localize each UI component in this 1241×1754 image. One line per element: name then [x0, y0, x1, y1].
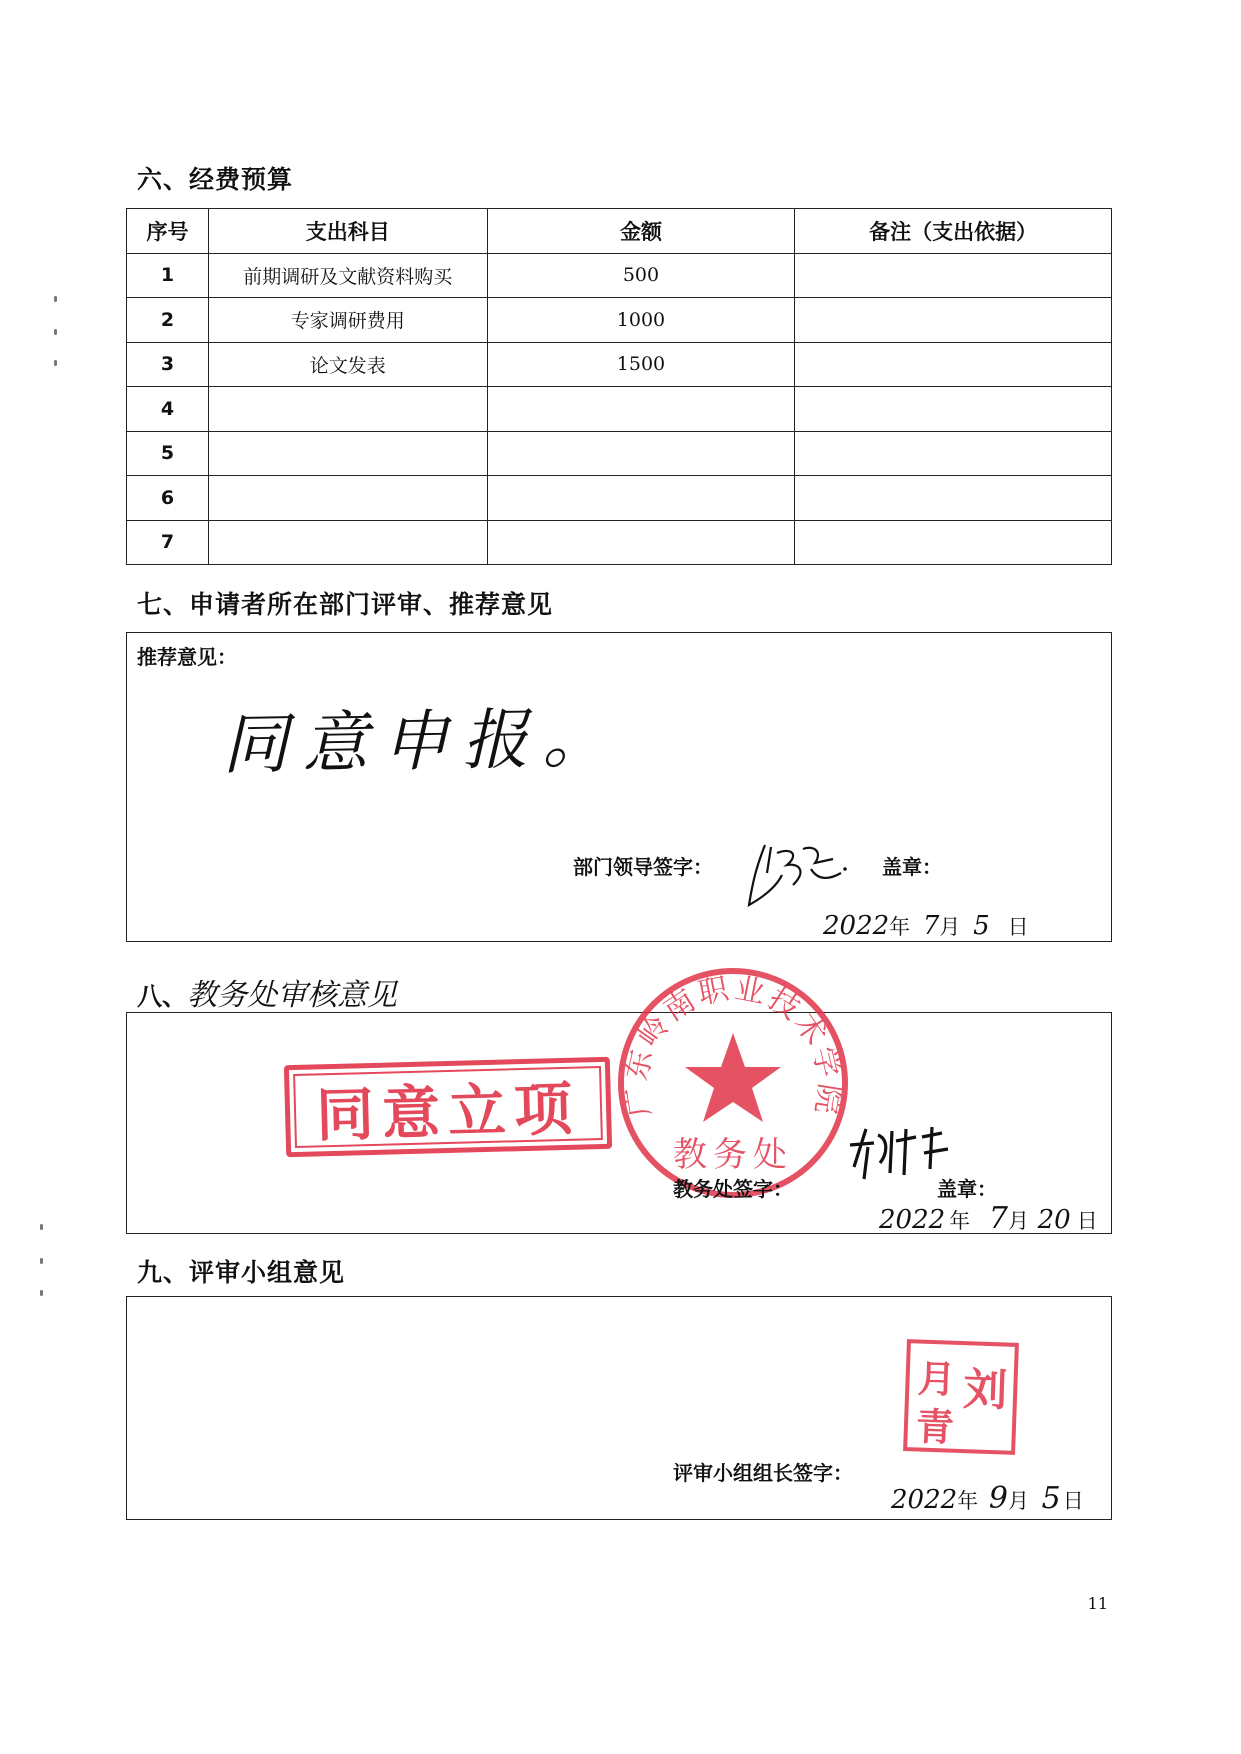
row-note: [795, 298, 1112, 343]
date-day: 5: [1041, 1481, 1061, 1516]
scan-mark: [40, 1258, 43, 1264]
handwritten-opinion: 同意申报。: [221, 699, 623, 784]
header-item: 支出科目: [208, 209, 487, 254]
row-amount: 1500: [487, 342, 795, 387]
date-month: 9: [988, 1481, 1008, 1516]
name-seal: [903, 1339, 1019, 1455]
seal-bottom-text: 教务处: [673, 1135, 793, 1175]
row-no: 6: [127, 476, 209, 521]
header-no: 序号: [127, 209, 209, 254]
scan-mark: [54, 329, 57, 335]
table-row: [127, 253, 1112, 298]
row-amount: 500: [487, 253, 795, 298]
row-amount: [487, 431, 795, 476]
leader-signature: [737, 825, 857, 917]
opinion-label: 推荐意见：: [137, 645, 237, 669]
seal-ring-text: 广东岭南职业技术学院: [618, 971, 848, 1120]
date-month-unit: 月: [939, 915, 961, 939]
approval-stamp-text: 同意立项: [315, 1074, 581, 1150]
name-seal-char: 刘: [962, 1364, 1009, 1417]
leader-sign-label: 部门领导签字：: [573, 855, 713, 879]
row-note: [795, 342, 1112, 387]
section-title-department-review: 七、申请者所在部门评审、推荐意见: [137, 590, 554, 619]
row-amount: 1000: [487, 298, 795, 343]
scan-mark: [40, 1290, 43, 1296]
row-item: [208, 431, 487, 476]
header-note: 备注（支出依据）: [795, 209, 1112, 254]
section-title-budget: 六、经费预算: [137, 165, 294, 194]
row-item: 前期调研及文献资料购买: [208, 253, 487, 298]
row-note: [795, 431, 1112, 476]
scan-mark: [54, 360, 57, 366]
row-item: [208, 387, 487, 432]
budget-table: [126, 208, 1112, 565]
scan-mark: [54, 296, 57, 302]
row-no: 4: [127, 387, 209, 432]
table-row: [127, 520, 1112, 565]
row-item: 专家调研费用: [208, 298, 487, 343]
date-year-unit: 年: [949, 1209, 971, 1233]
header-amount: 金额: [487, 209, 795, 254]
section-title-review-panel: 九、评审小组意见: [137, 1258, 346, 1287]
row-amount: [487, 387, 795, 432]
approval-stamp: [284, 1057, 612, 1158]
panel-leader-sign-label: 评审小组组长签字：: [673, 1461, 853, 1485]
date-day-unit: 日: [1076, 1209, 1098, 1233]
review-date: [823, 911, 1029, 941]
date-month: 7: [988, 1201, 1008, 1236]
row-no: 3: [127, 342, 209, 387]
row-no: 1: [127, 253, 209, 298]
date-month: 7: [922, 911, 940, 941]
table-row: [127, 476, 1112, 521]
row-note: [795, 476, 1112, 521]
table-row: [127, 298, 1112, 343]
date-month-unit: 月: [1007, 1209, 1029, 1233]
review-panel-date: [891, 1481, 1084, 1516]
date-month-unit: 月: [1007, 1489, 1029, 1513]
row-item: [208, 476, 487, 521]
academic-affairs-seal-label: 盖章：: [937, 1177, 997, 1201]
date-year: 2022: [879, 1205, 946, 1235]
department-review-box: [126, 632, 1112, 942]
section-title-academic-affairs: [137, 970, 397, 1014]
date-day-unit: 日: [1062, 1489, 1084, 1513]
date-year-unit: 年: [957, 1489, 979, 1513]
section-number: 八、: [137, 982, 188, 1011]
table-row: [127, 387, 1112, 432]
date-year: 2022: [891, 1485, 958, 1515]
academic-affairs-seal: [611, 961, 855, 1205]
row-item: 论文发表: [208, 342, 487, 387]
date-day-unit: 日: [1007, 915, 1029, 939]
row-note: [795, 520, 1112, 565]
row-item: [208, 520, 487, 565]
name-seal-char: 青: [915, 1404, 955, 1450]
table-row: [127, 431, 1112, 476]
row-amount: [487, 476, 795, 521]
name-seal-char: 月: [916, 1356, 957, 1402]
table-header-row: [127, 209, 1112, 254]
row-amount: [487, 520, 795, 565]
review-panel-box: [126, 1296, 1112, 1520]
row-note: [795, 387, 1112, 432]
row-note: [795, 253, 1112, 298]
scan-mark: [40, 1224, 43, 1230]
handwritten-title: 教务处审核意见: [187, 978, 398, 1013]
date-year-unit: 年: [889, 915, 911, 939]
seal-label: 盖章：: [882, 855, 942, 879]
academic-affairs-sign-label: 教务处签字：: [673, 1177, 793, 1201]
date-day: 5: [973, 911, 990, 941]
date-day: 20: [1037, 1205, 1071, 1235]
row-no: 5: [127, 431, 209, 476]
table-row: [127, 342, 1112, 387]
page-number: 11: [1087, 1594, 1108, 1613]
academic-affairs-date: [879, 1201, 1098, 1236]
row-no: 7: [127, 520, 209, 565]
date-year: 2022: [823, 911, 890, 941]
row-no: 2: [127, 298, 209, 343]
